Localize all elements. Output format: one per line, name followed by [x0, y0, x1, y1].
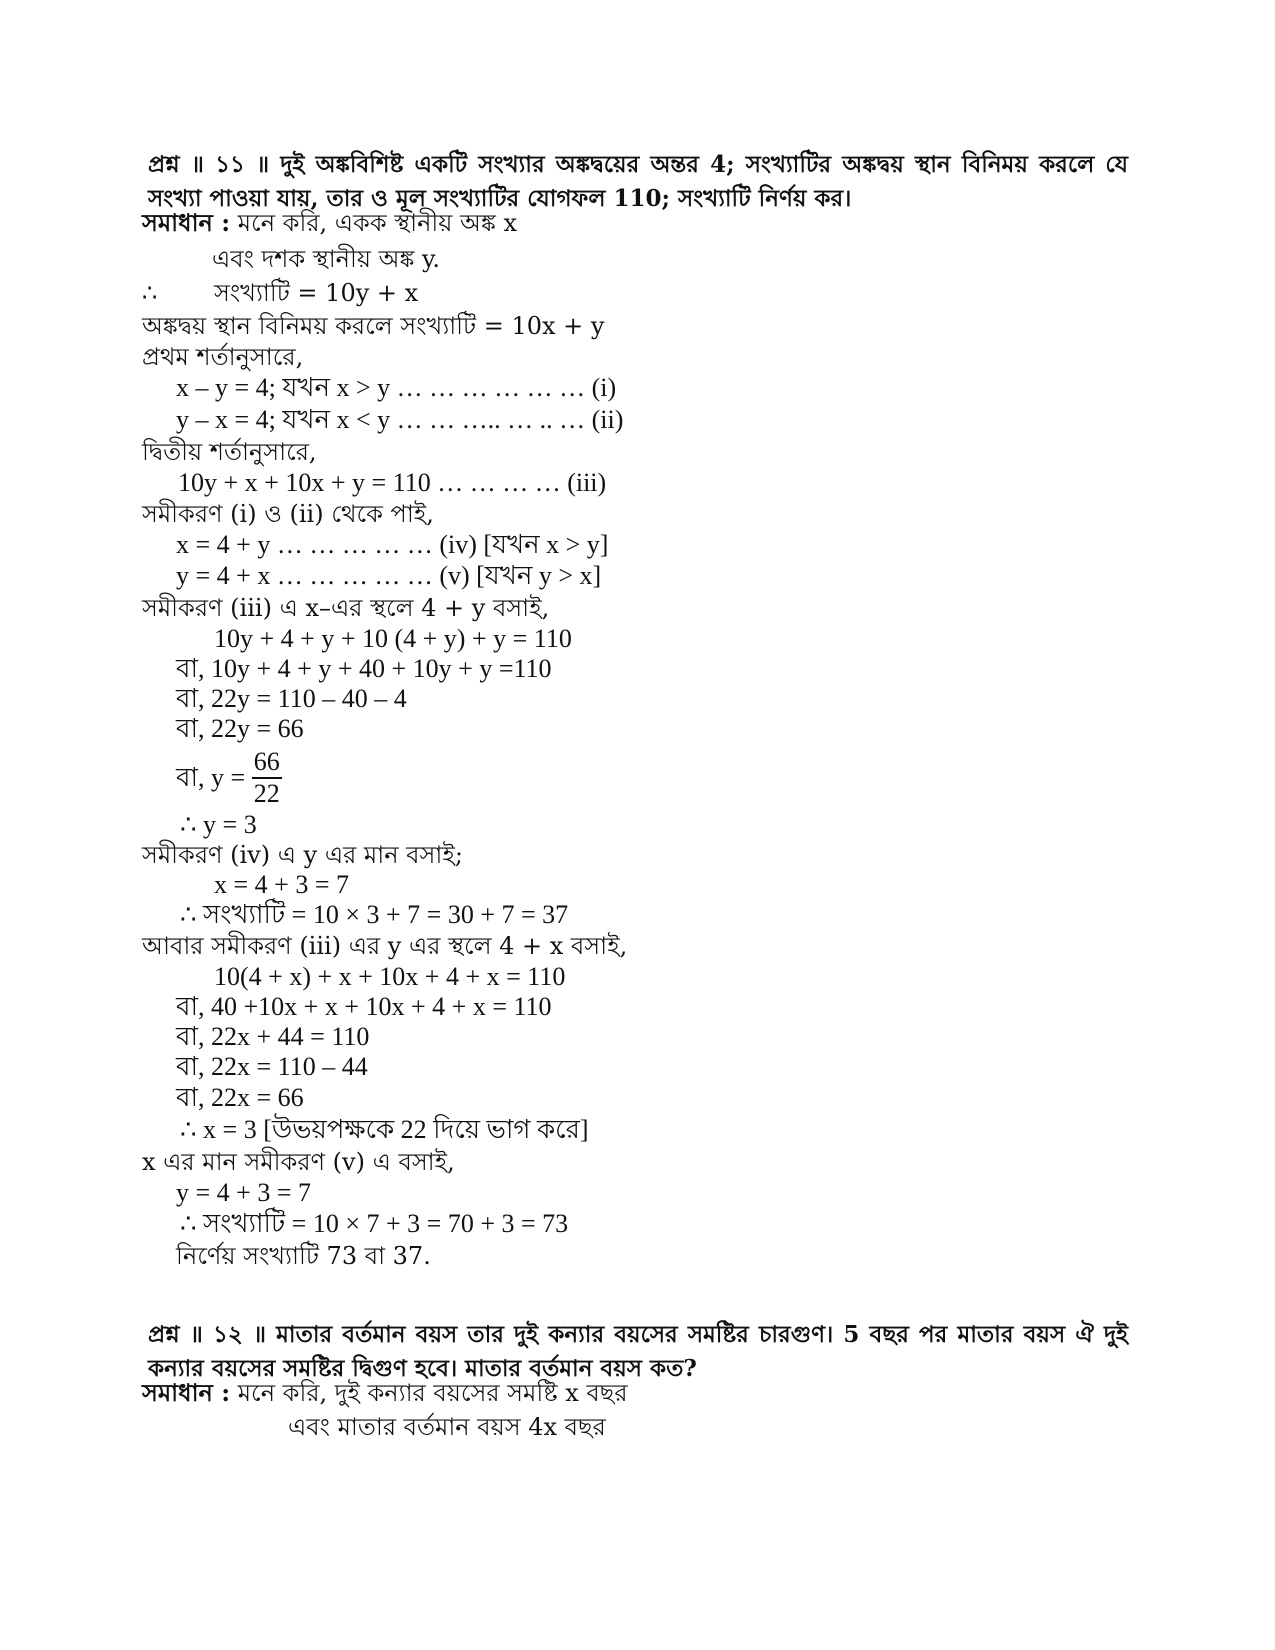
equation-v: y = 4 + x … … … … … (v) [যখন y > x]	[176, 561, 602, 590]
solution-line-13: সমীকরণ (iii) এ x–এর স্থলে 4 + y বসাই,	[142, 594, 550, 622]
solution-line-26: বা, 22x + 44 = 110	[176, 1022, 370, 1051]
solution-line-1	[142, 208, 517, 238]
fraction-prefix: বা, y =	[176, 763, 246, 792]
solution-line-31: y = 4 + 3 = 7	[176, 1178, 311, 1207]
solution-line-14: 10y + 4 + y + 10 (4 + y) + y = 110	[214, 624, 572, 653]
equation-iii: 10y + x + 10x + y = 110 … … … … (iii)	[178, 468, 607, 497]
fraction	[252, 747, 282, 809]
solution-line-23: আবার সমীকরণ (iii) এর y এর স্থলে 4 + x বসাই,	[142, 932, 628, 960]
second-condition-heading: দ্বিতীয় শর্তানুসারে,	[142, 438, 317, 466]
solution-line-25: বা, 40 +10x + x + 10x + 4 + x = 110	[176, 992, 552, 1021]
solution-line-22: ∴ সংখ্যাটি = 10 × 3 + 7 = 30 + 7 = 37	[180, 900, 569, 929]
solution-line-3: সংখ্যাটি = 10y + x	[214, 279, 419, 307]
solution-line-17: বা, 22y = 66	[176, 714, 304, 743]
equation-i: x – y = 4; যখন x > y … … … … … … (i)	[176, 373, 617, 402]
solution-line-30: x এর মান সমীকরণ (v) এ বসাই,	[142, 1148, 455, 1176]
solution-line-21: x = 4 + 3 = 7	[214, 870, 349, 899]
first-condition-heading: প্রথম শর্তানুসারে,	[142, 343, 304, 371]
fraction-line	[176, 747, 282, 809]
solution-line-20: সমীকরণ (iv) এ y এর মান বসাই;	[142, 841, 463, 869]
question-11: প্রশ্ন ॥ ১১ ॥ দুই অঙ্কবিশিষ্ট একটি সংখ্যার অঙ্কদ্বয়ের অন্তর 4; সংখ্যাটির অঙ্কদ্বয় স্থান বিনিময় করলে যে সংখ্যা পাওয়া যায়, তার ও মূল সংখ্যাটির যোগফল 110; সংখ্যাটি নির্ণয় কর।	[148, 151, 1128, 212]
solution-text: মনে করি, একক স্থানীয় অঙ্ক x	[237, 209, 518, 237]
equation-iv: x = 4 + y … … … … … (iv) [যখন x > y]	[176, 530, 609, 559]
solution-line-2: এবং দশক স্থানীয় অঙ্ক y.	[212, 245, 441, 273]
solution-line-16: বা, 22y = 110 – 40 – 4	[176, 684, 407, 713]
solution-line-4: অঙ্কদ্বয় স্থান বিনিময় করলে সংখ্যাটি = 10x + y	[142, 312, 605, 340]
solution-line-15: বা, 10y + 4 + y + 40 + 10y + y =110	[176, 654, 552, 683]
equation-ii: y – x = 4; যখন x < y … … ….. … .. … (ii)	[176, 405, 624, 434]
solution-label: সমাধান :	[142, 1378, 231, 1407]
solution-line-10: সমীকরণ (i) ও (ii) থেকে পাই,	[142, 500, 434, 528]
q12-solution-line-1	[142, 1378, 628, 1408]
q12-solution-line-2: এবং মাতার বর্তমান বয়স 4x বছর	[288, 1413, 606, 1441]
therefore-symbol: ∴	[142, 279, 158, 307]
fraction-numerator: 66	[252, 747, 282, 779]
question-12: প্রশ্ন ॥ ১২ ॥ মাতার বর্তমান বয়স তার দুই কন্যার বয়সের সমষ্টির চারগুণ। 5 বছর পর মাতার বয়স ঐ দুই কন্যার বয়সের সমষ্টির দ্বিগুণ হবে। মাতার বর্তমান বয়স কত?	[148, 1321, 1128, 1382]
final-answer: নির্ণেয় সংখ্যাটি 73 বা 37.	[176, 1242, 431, 1270]
fraction-denominator: 22	[253, 779, 280, 808]
solution-line-28: বা, 22x = 66	[176, 1083, 304, 1112]
solution-line-27: বা, 22x = 110 – 44	[176, 1052, 368, 1081]
solution-line-24: 10(4 + x) + x + 10x + 4 + x = 110	[214, 962, 566, 991]
solution-line-32: ∴ সংখ্যাটি = 10 × 7 + 3 = 70 + 3 = 73	[180, 1209, 569, 1238]
solution-line-29: ∴ x = 3 [উভয়পক্ষকে 22 দিয়ে ভাগ করে]	[180, 1115, 589, 1144]
solution-label: সমাধান :	[142, 208, 231, 237]
solution-text: মনে করি, দুই কন্যার বয়সের সমষ্টি x বছর	[237, 1379, 628, 1407]
solution-line-19: ∴ y = 3	[180, 810, 257, 839]
